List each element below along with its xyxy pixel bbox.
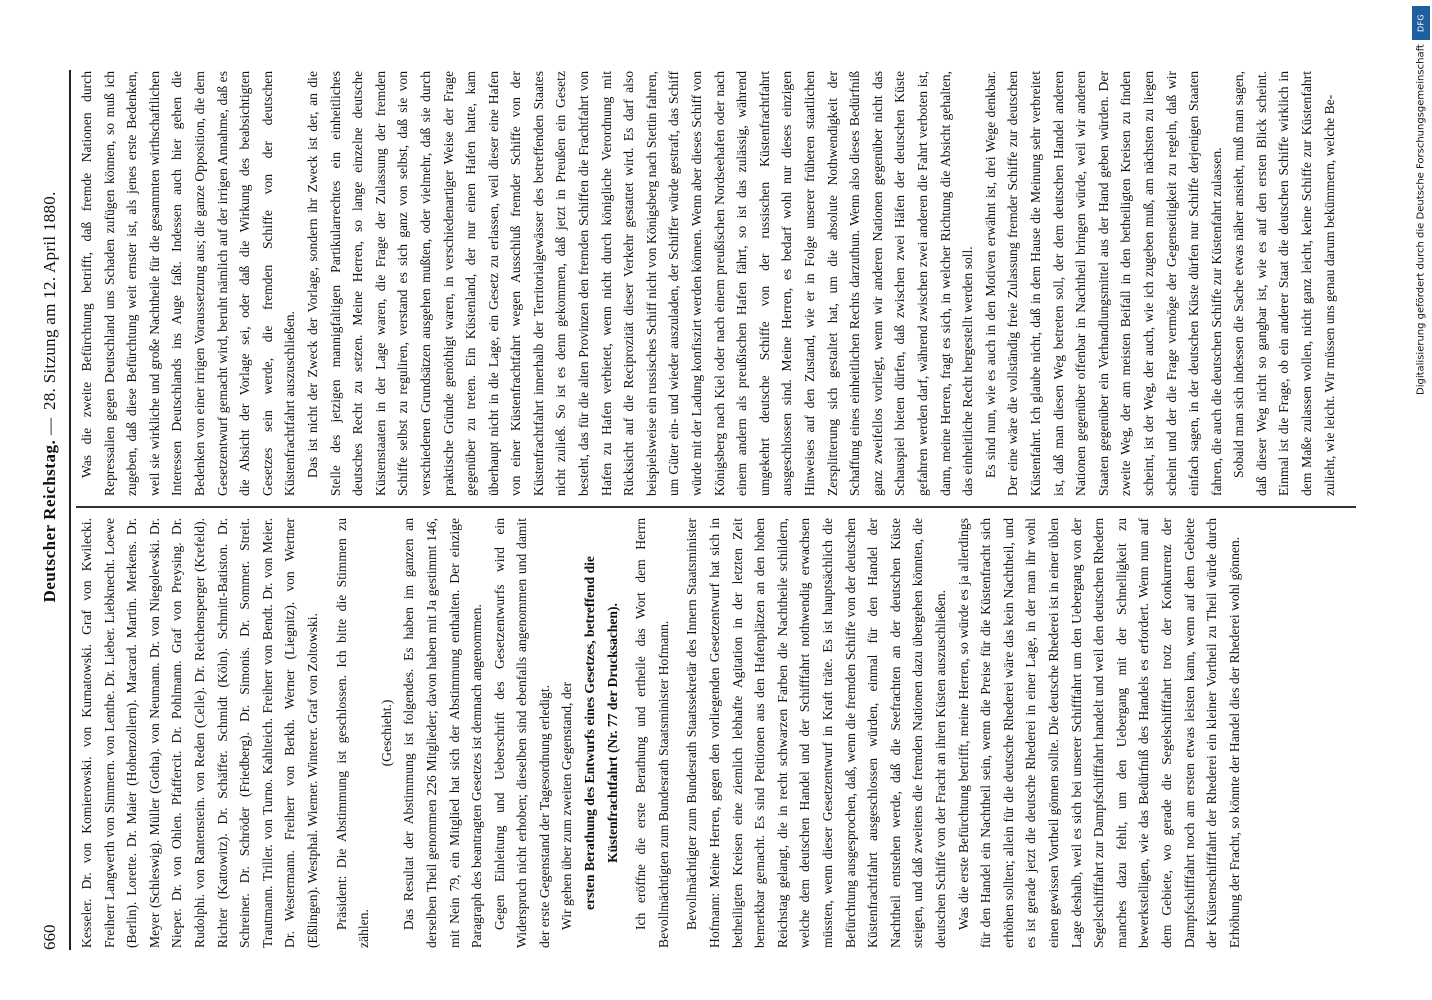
left-column [76, 518, 1366, 948]
vote-result: Das Resultat der Abstimmung ist folgendes. Es haben im ganzen an derselben Theil genommen 226 Mitglieder; davon haben mit Ja gestimmt 146, mit Nein 79, ein Mitglied hat sich der Abstimmung enthalten. Der einzige Paragraph des beantragten Gesetzes ist demnach angenommen. [401, 518, 485, 948]
digitization-note: Digitalisierung gefördert durch die Deutsche Forschungsgemeinschaft [1415, 44, 1427, 395]
dfg-logo: DFG [1412, 6, 1430, 40]
stage-direction: (Geschieht.) [378, 699, 394, 767]
journal-title: Deutscher Reichstag. [40, 439, 59, 603]
header-rule [69, 70, 71, 950]
page-number: 660 [40, 924, 59, 950]
right-column [76, 71, 1366, 496]
agenda-transition: Wir gehen über zum zweiten Gegenstand, der [559, 681, 575, 930]
speech-paragraph-4: Sobald man sich indessen die Sache etwas näher ansieht, muß man sagen, daß dieser Weg nicht so gangbar ist, wie es auf den ersten Blick scheint. Einmal ist die Frage, ob ein anderer Staat die deutschen Schiffe wirklich in dem Maße zulassen wollen, nicht ganz leicht, keine Schiffe zur Küstenfahrt zulieht, wie leicht. Wir müssen uns genau darum bekümmern, welche Be- [1231, 71, 1337, 496]
speech-paragraph-1: Was die zweite Befürchtung betrifft, daß fremde Nationen durch Repressalien gegen Deutschland uns Schaden zufügen können, so muß ich zugeben, daß diese Befürchtung weit ernster ist, als jenes erste Bedenken, weil sie wirkliche und große Nachtheile für die gesammten wirthschaftlichen Interessen Deutschlands ins Auge faßt. Indessen auch hier gehen die Bedenken von einer irrigen Voraussetzung aus; die ganze Opposition, die dem Gesetzentwurf gemacht wird, beruht nämlich auf der irrigen Annahme, daß es die Absicht der Vorlage sei, oder daß die Wirkung des beabsichtigten Gesetzes sein werde, die fremden Schiffe von der deutschen Küstenfrachtfahrt auszuschließen. [79, 71, 298, 496]
title-dash: — [40, 417, 59, 436]
column-divider [76, 507, 1356, 509]
speech-hofmann-continued: Was die erste Befürchtung betrifft, meine Herren, so würde es ja allerdings für den Handel ein Nachtheil sein, wenn die Preise für die Küstenfracht sich erhöhen sollten; allein für die deutsche Rhederei wäre das kein Nachtheil, und es ist gerade jetzt die deutsche Rhederei in einer Lage, in der man ihr wohl einen gewissen Vortheil gönnen sollte. Die deutsche Rhederei ist in einer üblen Lage deshalb, weil es sich bei unserer Schifffahrt um den Uebergang von der Segelschifffahrt zur Dampfschifffahrt handelt und weil den deutschen Rhedern manches dazu fehlt, um den Uebergang mit der Schnelligkeit zu bewerkstelligen, wie das Bedürfniß des Handels es erfordert. Wenn nun auf dem Gebiete, wo gerade die Segelschifffahrt trotz der Konkurrenz der Dampfschifffahrt noch am ersten etwas leisten kann, wenn auf dem Gebiete der Küstenschifffahrt der Rhederei ein kleiner Vortheil zu Theil würde durch Erhöhung der Fracht, so könnte der Handel dies der Rhederei wohl gönnen. [955, 518, 1242, 948]
speech-paragraph-2: Das ist nicht der Zweck der Vorlage, sondern ihr Zweck ist der, an die Stelle des jetzigen mannigfaltigen Partikularrechtes ein einheitliches deutsches Recht zu setzen. Meine Herren, so lange einzelne deutsche Küstenstaaten in der Lage waren, die Frage der Zulassung der fremden Schiffe selbst zu reguliren, verstand es sich ganz von selbst, daß sie von verschiedenen Grundsätzen ausgehen mußten, oder vielmehr, daß sie durch praktische Gründe genöthigt waren, in verschiedenartiger Weise der Frage gegenüber zu treten. Ein Küstenland, der nur einen Hafen hatte, kam überhaupt nicht in die Lage, ein Gesetz zu erlassen, weil dieser eine Hafen von einer Küstenfrachtfahrt wegen Ausschluß fremder Schiffe von der Küstenfrachtfahrt innerhalb der Territorialgewässer des betreffenden Staates nicht zuließ. So ist es denn gekommen, daß jetzt in Preußen ein Gesetz besteht, das für die alten Provinzen den fremden Schiffen die Frachtfahrt von Hafen zu Hafen verbietet, wenn nicht durch königliche Verordnung mit Rücksicht auf die Reciprozität dieser Verkehr gestattet wird. Es darf also beispielsweise ein russisches Schiff nicht von Königsberg nach Stettin fahren, um Güter ein- und wieder auszuladen, der Schiffer würde gestraft, das Schiff würde mit der Ladung konfiszirt werden können. Wenn aber dieses Schiff von Königsberg nach Kiel oder nach einem preußischen Nordseehafen oder nach einem andern als preußischen Hafen fährt, so ist das zulässig, während umgekehrt deutsche Schiffe von der russischen Küstenfrachtfahrt ausgeschlossen sind. Meine Herren, es bedarf wohl nur dieses einzigen Hinweises auf den Zustand, wie er in Folge unserer früheren staatlichen Zersplitterung sich gestaltet hat, um die absolute Nothwendigkeit der Schaffung eines einheitlichen Rechts darzuthun. Wenn also dieses Bedürfniß ganz zweifellos vorliegt, wenn wir anderen Nationen gegenüber nicht das Schauspiel bieten dürfen, daß zwischen zwei Häfen der deutschen Küste gefahren werden darf, während zwischen zwei anderen die Fahrt verboten ist, dann, meine Herren, fragt es sich, in welcher Richtung die Absicht gehalten, das einheitliche Recht hergestellt werden soll. [304, 71, 976, 496]
page-header [40, 70, 66, 950]
member-list: Kesseler. Dr. von Komierowski. von Kurnatowski. Graf von Kwilecki. Freiherr Langwerth von Simmern. von Lenthe. Dr. Lieber. Liebknecht. Loewe (Berlin). Lorette. Dr. Maier (Hohenzollern). Marcard. Martin. Merkens. Dr. Meyer (Schleswig). Müller (Gotha). von Neumann. Dr. von Niegolewski. Dr. Nieper. Dr. von Ohlen. Pfaffercit. Dr. Pohlmann. Graf von Preysing. Dr. Rudolphi. von Rantenstein. von Reden (Celle). Dr. Reichensperger (Krefeld). Richter (Kattowitz). Dr. Schäffer. Schmidt (Köln). Schmitt-Batiston. Dr. Schreiner. Dr. Schröder (Friedberg). Dr. Simonis. Dr. Sommer. Streit. Trautmann. Triller. von Turno. Kahlteich. Freiherr von Bendt. Dr. von Meier. Dr. Westermann. Freiherr von Berkh. Werner (Liegnitz). von Wertner (Eßlingen). Westphal. Wiemer. Winterer. Graf von Zoltowski. [79, 518, 320, 948]
agenda-item-title: ersten Berathung des Entwurfs eines Gesetzes, betreffend die Küstenfrachtfahrt (Nr. 77 der Drucksachen). [582, 556, 620, 910]
speech-paragraph-3: Es sind nun, wie es auch in den Motiven erwähnt ist, drei Wege denkbar. Der eine wäre die vollständig freie Zulassung fremder Schiffe zur deutschen Küstenfahrt. Ich glaube nicht, daß in dem Hause die Meinung sehr verbreitet ist, daß man diesen Weg betreten soll, der dem deutschen Handel anderen Nationen gegenüber offenbar in Nachtheil bringen würde, weil wir anderen Staaten gegenüber ein Verhandlungsmittel aus der Hand geben würden. Der zweite Weg, der am meisten Beifall in den betheiligten Kreisen zu finden scheint, ist der Weg, der auch, wie ich zugeben muß, am nächsten zu liegen scheint und der die Frage vermöge der Gegenseitigkeit zu regeln, daß wir einfach sagen, in der deutschen Küste dürfen nur Schiffe derjenigen Staaten fahren, die auch die deutschen Schiffe zur Küstenfahrt zulassen. [982, 71, 1224, 496]
debate-opening: Ich eröffne die erste Berathung und ertheile das Wort dem Herrn Bevollmächtigten zum Bundesrath Staatsminister Hofmann. [633, 518, 671, 948]
speech-hofmann: Bevollmächtigter zum Bundesrath Staatssekretär des Innern Staatsminister Hofmann: Meine Herren, gegen den vorliegenden Gesetzentwurf hat sich in betheiligten Kreisen eine ziemlich lebhafte Agitation in der letzten Zeit bemerkbar gemacht. Es sind Petitionen aus den Hafenplätzen an den hohen Reichstag gelangt, die in recht schwarzen Farben die Nachtheile schildern, welche dem deutschen Handel und der Schifffahrt nothwendig erwachsen müssten, wenn dieser Gesetzentwurf in Kraft träte. Es ist hauptsächlich die Befürchtung ausgesprochen, daß, wenn die fremden Schiffe von der deutschen Küstenfrachtfahrt ausgeschlossen würden, einmal für den Handel der Nachtheil entstehen werde, daß die Seefrachten an der deutschen Küste steigen, und daß zweitens die fremden Nationen dazu übergehen könnten, die deutschen Schiffe von der Fracht an ihren Küsten auszuschließen. [684, 518, 948, 948]
president-statement: Präsident: Die Abstimmung ist geschlossen. Ich bitte die Stimmen zu zählen. [333, 518, 372, 948]
vote-result-continued: Gegen Einleitung und Ueberschrift des Gesetzentwurfs wird ein Widerspruch nicht erhoben; dieselben sind ebenfalls angenommen und damit der erste Gegenstand der Tagesordnung erledigt. [491, 518, 552, 948]
session-date: 28. Sitzung am 12. April 1880. [40, 191, 59, 410]
